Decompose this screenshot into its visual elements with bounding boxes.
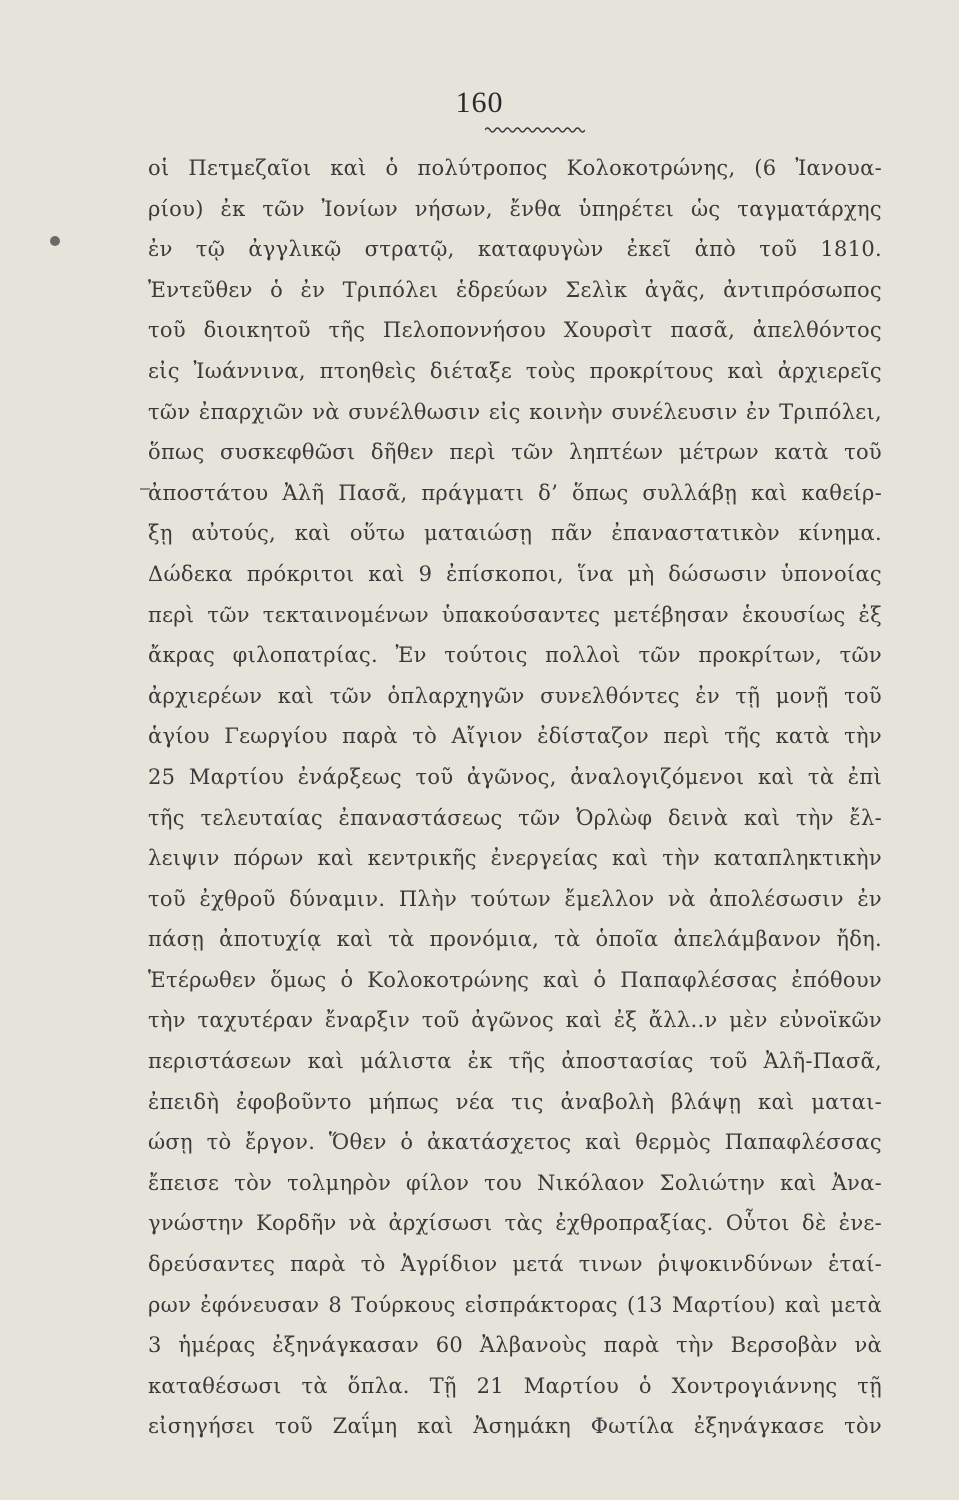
text-line: ἁγίου Γεωργίου παρὰ τὸ Αἴγιον ἐδίσταζον περὶ τῆς κατὰ τὴν xyxy=(148,724,882,749)
text-line: ἐπειδὴ ἐφοβοῦντο μήπως νέα τις ἀναβολὴ βλάψῃ καὶ μαται- xyxy=(148,1089,882,1114)
text-line: Ἑτέρωθεν ὅμως ὁ Κολοκοτρώνης καὶ ὁ Παπαφλέσσας ἐπόθουν xyxy=(148,967,882,992)
text-line: τῆς τελευταίας ἐπαναστάσεως τῶν Ὀρλὼφ δεινὰ καὶ τὴν ἔλ- xyxy=(148,805,882,830)
text-line: 3 ἡμέρας ἐξηνάγκασαν 60 Ἀλβανοὺς παρὰ τὴν Βερσοβὰν νὰ xyxy=(148,1333,882,1358)
text-line: δρεύσαντες παρὰ τὸ Ἀγρίδιον μετά τινων ῥιψοκινδύνων ἑταί- xyxy=(148,1252,882,1277)
text-line: γνώστην Κορδῆν νὰ ἀρχίσωσι τὰς ἐχθροπραξίας. Οὗτοι δὲ ἐνε- xyxy=(148,1211,882,1236)
text-line: ἀποστάτου Ἀλῆ Πασᾶ, πράγματι δ’ ὅπως συλλάβῃ καὶ καθείρ- xyxy=(148,480,882,505)
wavy-rule-ornament xyxy=(485,126,585,134)
text-line: 25 Μαρτίου ἐνάρξεως τοῦ ἀγῶνος, ἀναλογιζόμενοι καὶ τὰ ἐπὶ xyxy=(148,764,882,789)
text-line: ἐν τῷ ἀγγλικῷ στρατῷ, καταφυγὼν ἐκεῖ ἀπὸ τοῦ 1810. xyxy=(148,237,882,262)
text-line: πάσῃ ἀποτυχίᾳ καὶ τὰ προνόμια, τὰ ὁποῖα ἀπελάμβανον ἤδη. xyxy=(148,927,882,952)
text-line: τοῦ διοικητοῦ τῆς Πελοποννήσου Χουρσὶτ πασᾶ, ἀπελθόντος xyxy=(148,318,882,343)
text-line: ἔπεισε τὸν τολμηρὸν φίλον του Νικόλαον Σολιώτην καὶ Ἀνα- xyxy=(148,1170,882,1195)
text-line: τῶν ἐπαρχιῶν νὰ συνέλθωσιν εἰς κοινὴν συνέλευσιν ἐν Τριπόλει, xyxy=(148,399,882,424)
ink-speck xyxy=(50,236,60,246)
text-line: καταθέσωσι τὰ ὅπλα. Τῇ 21 Μαρτίου ὁ Χοντρογιάννης τῇ xyxy=(148,1373,882,1398)
page-number: 160 xyxy=(455,86,504,119)
text-line: εἰσηγήσει τοῦ Ζαΐμη καὶ Ἀσημάκη Φωτίλα ἐξηνάγκασε τὸν xyxy=(148,1414,882,1439)
text-line: λειψιν πόρων καὶ κεντρικῆς ἐνεργείας καὶ τὴν καταπληκτικὴν xyxy=(148,846,882,871)
text-line: ρίου) ἐκ τῶν Ἰονίων νήσων, ἔνθα ὑπηρέτει ὡς ταγματάρχης xyxy=(148,196,882,221)
text-line: ἄκρας φιλοπατρίας. Ἐν τούτοις πολλοὶ τῶν προκρίτων, τῶν xyxy=(148,643,882,668)
text-line: Ἐντεῦθεν ὁ ἐν Τριπόλει ἑδρεύων Σελὶκ ἀγᾶς, ἀντιπρόσωπος xyxy=(148,277,882,302)
text-line: ώσῃ τὸ ἔργον. Ὅθεν ὁ ἀκατάσχετος καὶ θερμὸς Παπαφλέσσας xyxy=(148,1130,882,1155)
text-line: ἀρχιερέων καὶ τῶν ὁπλαρχηγῶν συνελθόντες ἐν τῇ μονῇ τοῦ xyxy=(148,683,882,708)
text-line: ρων ἐφόνευσαν 8 Τούρκους εἰσπράκτορας (13 Μαρτίου) καὶ μετὰ xyxy=(148,1292,882,1317)
text-line: ξῃ αὐτούς, καὶ οὕτω ματαιώσῃ πᾶν ἐπαναστατικὸν κίνημα. xyxy=(148,521,882,546)
text-line: ὅπως συσκεφθῶσι δῆθεν περὶ τῶν ληπτέων μέτρων κατὰ τοῦ xyxy=(148,440,882,465)
text-line: τοῦ ἐχθροῦ δύναμιν. Πλὴν τούτων ἔμελλον νὰ ἀπολέσωσιν ἐν xyxy=(148,886,882,911)
text-line: οἱ Πετμεζαῖοι καὶ ὁ πολύτροπος Κολοκοτρώνης, (6 Ἰανουα- xyxy=(148,156,882,180)
text-line: περὶ τῶν τεκταινομένων ὑπακούσαντες μετέβησαν ἑκουσίως ἐξ xyxy=(148,602,882,627)
text-line: Δώδεκα πρόκριτοι καὶ 9 ἐπίσκοποι, ἵνα μὴ δώσωσιν ὑπονοίας xyxy=(148,561,882,586)
text-line: περιστάσεων καὶ μάλιστα ἐκ τῆς ἀποστασίας τοῦ Ἀλῆ-Πασᾶ, xyxy=(148,1049,882,1074)
text-line: εἰς Ἰωάννινα, πτοηθεὶς διέταξε τοὺς προκρίτους καὶ ἀρχιερεῖς xyxy=(148,358,882,383)
body-text xyxy=(148,148,882,1447)
text-line: τὴν ταχυτέραν ἔναρξιν τοῦ ἀγῶνος καὶ ἐξ ἄλλ..ν μὲν εὐνοϊκῶν xyxy=(148,1008,882,1033)
